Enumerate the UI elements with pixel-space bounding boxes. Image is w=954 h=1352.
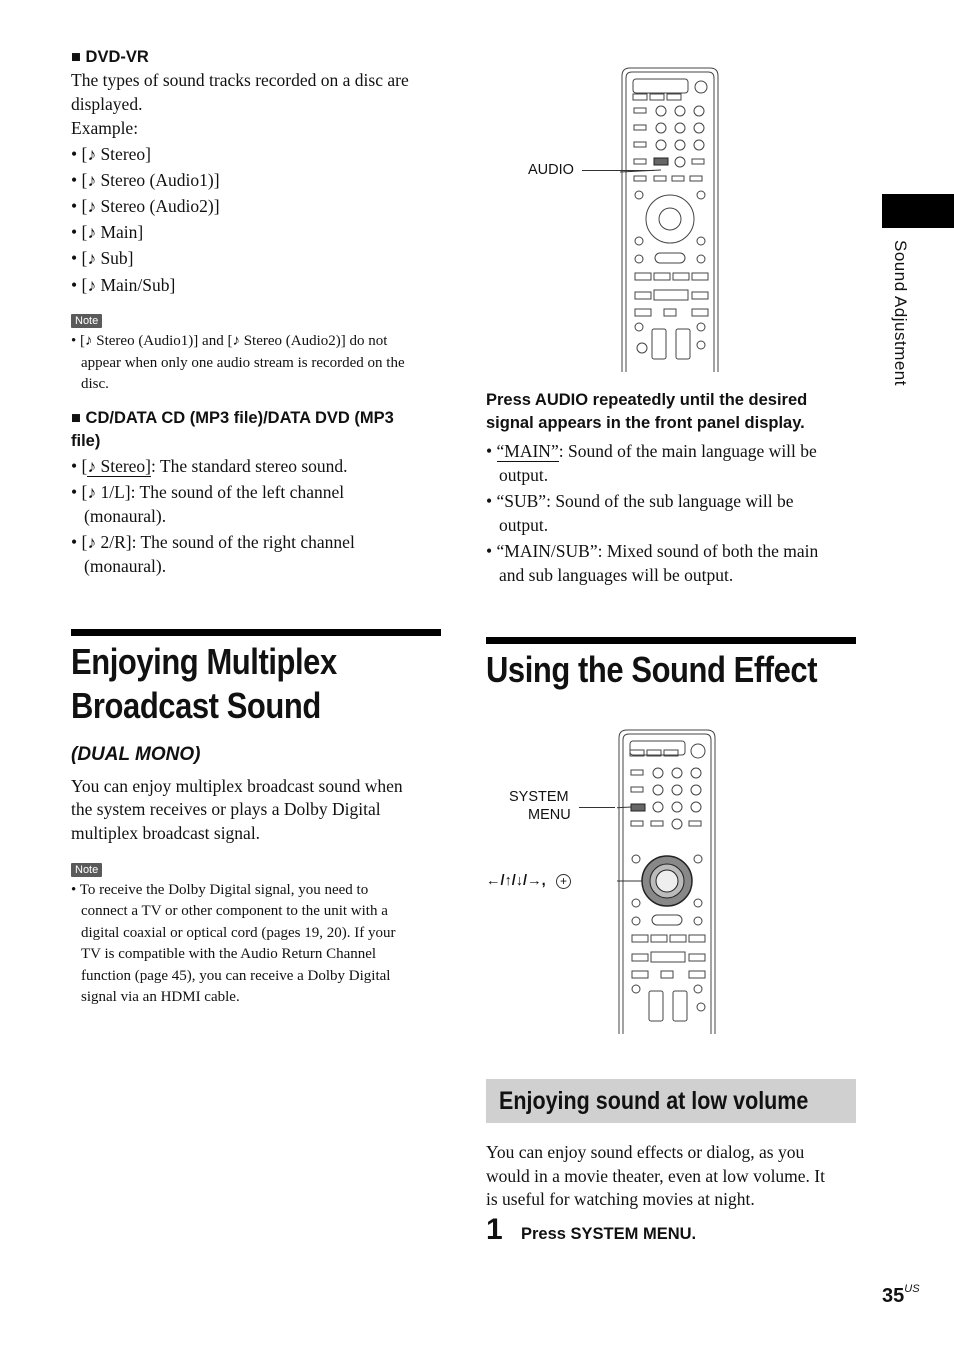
cd-bullet-left: • [♪ 1/L]: The sound of the left channel: [71, 482, 345, 502]
cd-bullet-stereo-rest: : The standard stereo sound.: [151, 456, 348, 476]
sub-bullet-2: output.: [499, 515, 549, 535]
multiplex-intro-1: You can enjoy multiplex broadcast sound when: [71, 776, 403, 796]
main-bullet-underlined: “MAIN”: [496, 441, 559, 461]
note1-line-2: appear when only one audio stream is recorded on the: [81, 355, 405, 371]
note2-line-6: signal via an HDMI cable.: [81, 989, 240, 1005]
cd-bullet-stereo-prefix: • [: [71, 456, 88, 476]
note2-line-2: connect a TV or other component to the unit with a: [81, 903, 388, 919]
step-number: 1: [486, 1213, 503, 1246]
section-rule-right: [486, 637, 856, 644]
multiplex-intro-3: multiplex broadcast signal.: [71, 823, 261, 843]
note-badge-2: Note: [71, 863, 102, 877]
mainsub-bullet-2: and sub languages will be output.: [499, 565, 734, 585]
dvdvr-heading: ■ DVD-VR: [71, 48, 149, 66]
note1-line-1: • [♪ Stereo (Audio1)] and [♪ Stereo (Audio2)] do not: [71, 333, 388, 349]
multiplex-intro-2: the system receives or plays a Dolby Digital: [71, 799, 381, 819]
side-tab-label: [880, 240, 920, 440]
side-tab-marker: [882, 194, 954, 228]
remote-control-illustration-audio: [620, 66, 720, 372]
main-bullet: [486, 439, 817, 463]
main-bullet-rest: : Sound of the main language will be: [558, 441, 817, 461]
dvdvr-bullet-audio2: • [♪ Stereo (Audio2)]: [71, 196, 220, 216]
system-menu-callout-1: SYSTEM: [509, 789, 569, 805]
section-title-sound-effect: Using the Sound Effect: [486, 649, 818, 690]
side-tab-text: Sound Adjustment: [891, 240, 910, 386]
arrows-callout-label: ←/↑/↓/→,: [486, 873, 546, 889]
note2-line-5: function (page 45), you can receive a Dolby Digital: [81, 968, 391, 984]
cd-bullet-stereo: [71, 454, 348, 478]
dvdvr-desc-3: Example:: [71, 118, 139, 138]
system-menu-callout-2: MENU: [528, 807, 571, 823]
subsection-title: Enjoying sound at low volume: [499, 1087, 809, 1115]
dvdvr-desc-1: The types of sound tracks recorded on a disc are: [71, 70, 409, 90]
page-number-value: 35: [882, 1285, 905, 1307]
system-menu-callout-line: [579, 807, 615, 808]
cd-bullet-right-2: (monaural).: [84, 556, 167, 576]
press-audio-2: signal appears in the front panel display.: [486, 414, 805, 432]
section-title-multiplex-1: Enjoying Multiplex: [71, 641, 337, 682]
note2-line-3: digital coaxial or optical cord (pages 19, 20). If your: [81, 925, 396, 941]
dvdvr-bullet-audio1: • [♪ Stereo (Audio1)]: [71, 170, 220, 190]
mainsub-bullet: • “MAIN/SUB”: Mixed sound of both the main: [486, 541, 819, 561]
cd-bullet-stereo-underlined: ♪ Stereo]: [87, 456, 152, 476]
step-text: Press SYSTEM MENU.: [521, 1225, 697, 1243]
enter-icon: +: [556, 874, 571, 889]
section-title-multiplex-2: Broadcast Sound: [71, 685, 321, 726]
cd-heading-2: file): [71, 432, 101, 450]
press-audio-1: Press AUDIO repeatedly until the desired: [486, 391, 808, 409]
audio-callout-line: [582, 170, 654, 171]
dvdvr-bullet-main: • [♪ Main]: [71, 222, 144, 242]
note-badge-1: Note: [71, 314, 102, 328]
low-volume-body-2: would in a movie theater, even at low volume. It: [486, 1166, 825, 1186]
subsection-low-volume: [486, 1079, 856, 1123]
main-bullet-2: output.: [499, 465, 549, 485]
dual-mono-subtitle: (DUAL MONO): [71, 744, 201, 765]
cd-bullet-right: • [♪ 2/R]: The sound of the right channel: [71, 532, 355, 552]
dvdvr-bullet-stereo: • [♪ Stereo]: [71, 144, 151, 164]
sub-bullet: • “SUB”: Sound of the sub language will be: [486, 491, 794, 511]
dvdvr-desc-2: displayed.: [71, 94, 143, 114]
note2-line-4: TV is compatible with the Audio Return Channel: [81, 946, 377, 962]
cd-bullet-left-2: (monaural).: [84, 506, 167, 526]
dvdvr-bullet-mainsub: • [♪ Main/Sub]: [71, 275, 176, 295]
main-bullet-prefix: •: [486, 441, 497, 461]
remote-control-illustration-system-menu: [617, 728, 717, 1034]
note1-line-3: disc.: [81, 376, 109, 392]
page-number: [882, 1285, 920, 1308]
audio-callout-label: AUDIO: [528, 162, 574, 178]
dvdvr-bullet-sub: • [♪ Sub]: [71, 248, 134, 268]
cd-heading-1: ■ CD/DATA CD (MP3 file)/DATA DVD (MP3: [71, 409, 394, 427]
low-volume-body-3: is useful for watching movies at night.: [486, 1189, 755, 1209]
low-volume-body-1: You can enjoy sound effects or dialog, as you: [486, 1142, 805, 1162]
section-rule-left: [71, 629, 441, 636]
note2-line-1: • To receive the Dolby Digital signal, you need to: [71, 882, 369, 898]
page-number-suffix: US: [904, 1283, 920, 1295]
